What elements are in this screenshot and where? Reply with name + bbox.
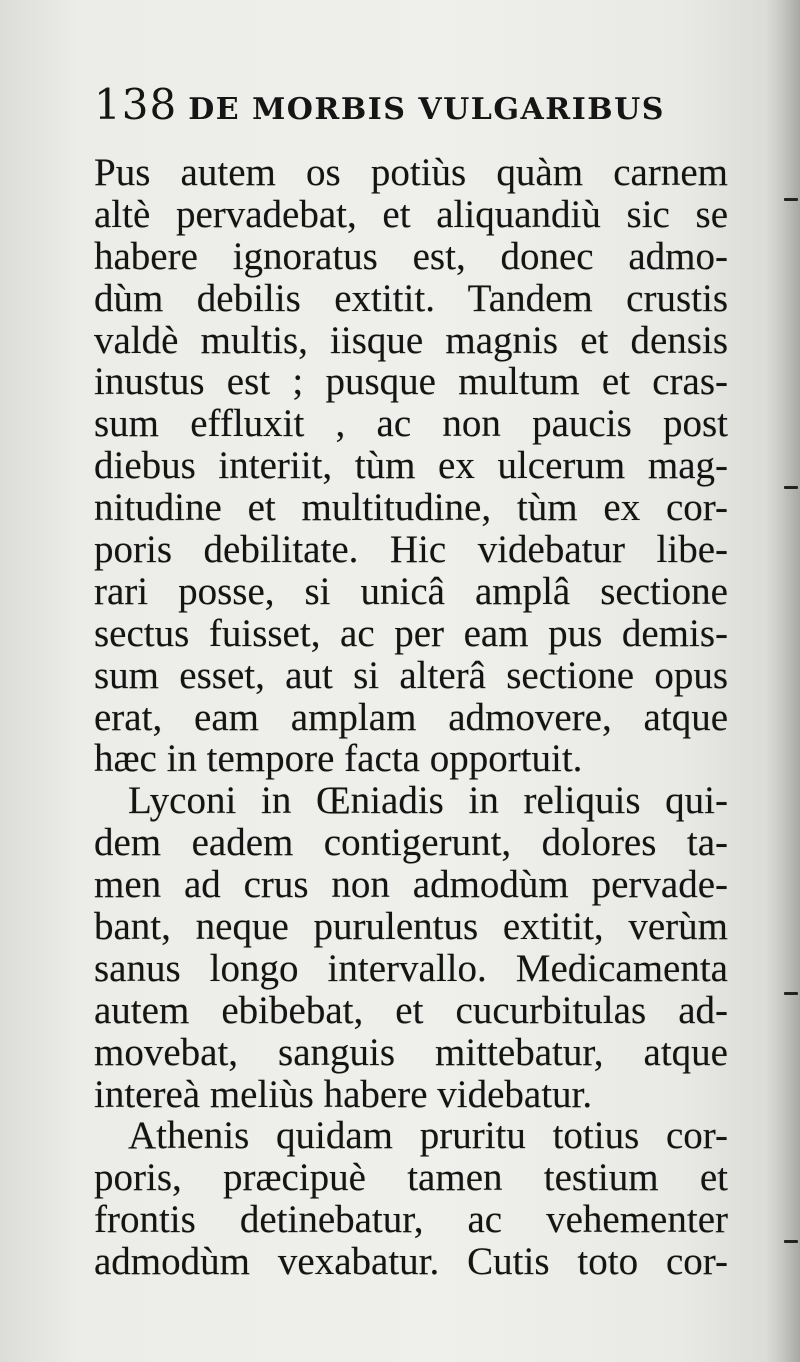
edge-mark [784, 486, 798, 489]
text-line: nitudine et multitudine, tùm ex cor- [94, 486, 728, 530]
edge-mark [784, 198, 798, 201]
text-line: diebus interiit, tùm ex ulcerum mag- [94, 444, 728, 488]
text-line: Athenis quidam pruritu totius cor- [128, 1114, 728, 1158]
text-line: movebat, sanguis mittebatur, atque [94, 1030, 728, 1074]
edge-mark [784, 1240, 798, 1243]
page-edge-shadow [766, 0, 800, 1362]
text-line: poris, præcipuè tamen testium et [94, 1156, 728, 1200]
text-line: sum effluxit , ac non paucis post [94, 402, 728, 446]
text-line: frontis detinebatur, ac vehementer [94, 1198, 728, 1242]
text-line: sectus fuisset, ac per eam pus demis- [94, 611, 728, 655]
text-line: erat, eam amplam admovere, atque [94, 695, 728, 739]
text-line: autem ebibebat, et cucurbitulas ad- [94, 988, 728, 1032]
text-line: admodùm vexabatur. Cutis toto cor- [94, 1240, 728, 1284]
text-line: valdè multis, iisque magnis et densis [94, 318, 728, 362]
text-line: dem eadem contigerunt, dolores ta- [94, 821, 728, 865]
text-line: rari posse, si unicâ amplâ sectione [94, 569, 728, 613]
edge-mark [784, 992, 798, 995]
page-number: 138 [94, 80, 178, 129]
running-head: DE MORBIS VULGARIBUS [188, 92, 665, 127]
text-line: hæc in tempore facta opportuit. [94, 737, 583, 781]
page-header [94, 80, 684, 132]
text-line: bant, neque purulentus extitit, verùm [94, 905, 728, 949]
text-line: dùm debilis extitit. Tandem crustis [94, 276, 728, 320]
text-line: Lyconi in Œniadis in reliquis qui- [128, 779, 728, 823]
text-line: Pus autem os potiùs quàm carnem [94, 151, 728, 194]
text-line: habere ignoratus est, donec admo- [94, 234, 728, 278]
text-line: poris debilitate. Hic videbatur libe- [94, 528, 728, 572]
text-line: sanus longo intervallo. Medicamenta [94, 946, 728, 990]
body-text [94, 152, 734, 1283]
text-line: sum esset, aut si alterâ sectione opus [94, 653, 728, 697]
text-line: intereà meliùs habere videbatur. [94, 1072, 593, 1116]
text-line: men ad crus non admodùm pervade- [94, 863, 728, 907]
text-line: altè pervadebat, et aliquandiù sic se [94, 192, 728, 236]
text-line: inustus est ; pusque multum et cras- [94, 360, 728, 404]
